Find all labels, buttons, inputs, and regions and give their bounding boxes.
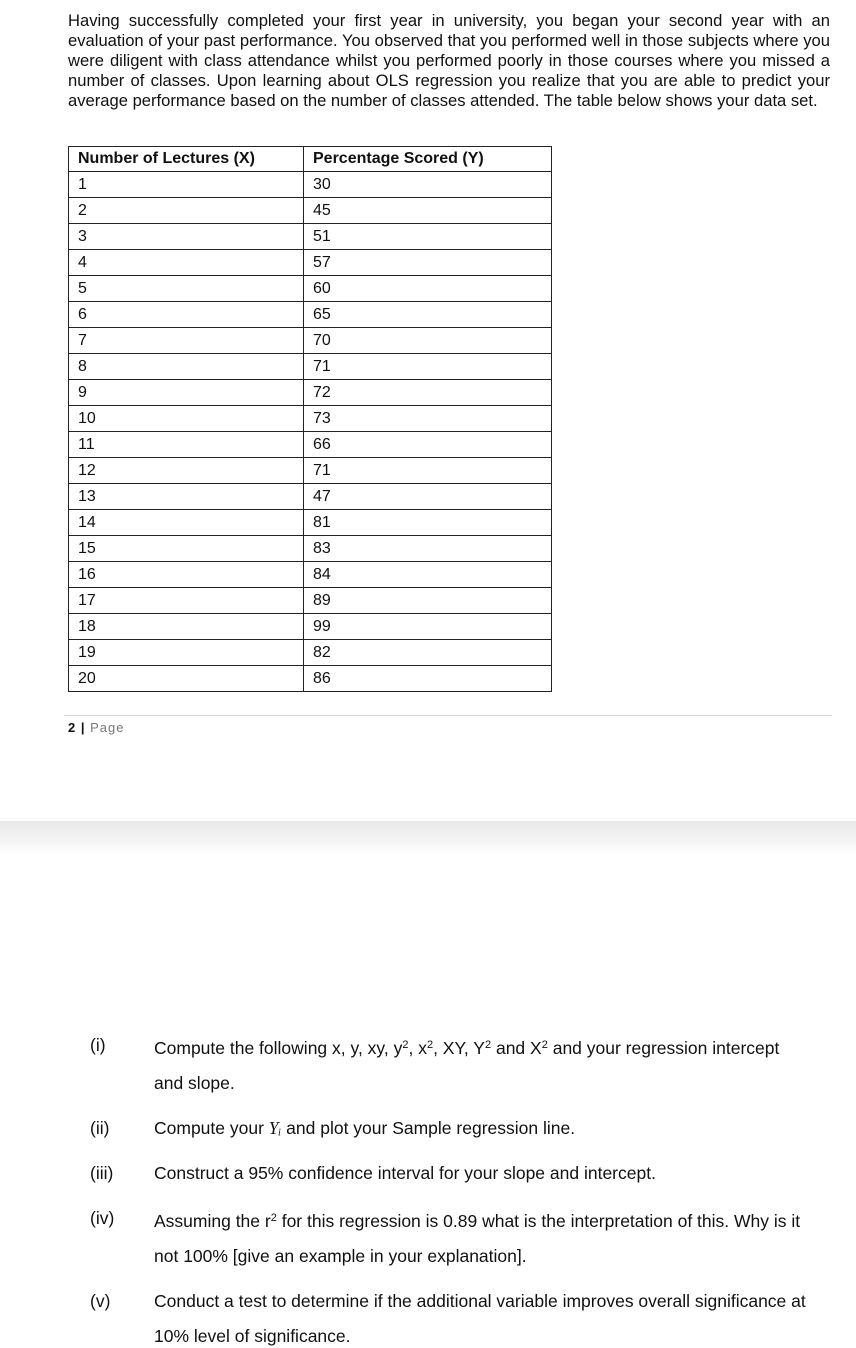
page-label: Page: [90, 720, 125, 735]
cell-lectures: 8: [69, 354, 304, 380]
question-text: Compute your Yᵢ and plot your Sample regression line.: [154, 1118, 576, 1138]
column-header-x: Number of Lectures (X): [69, 147, 304, 172]
table-row: [69, 250, 552, 276]
question-item: [90, 1284, 810, 1348]
table-row: [69, 224, 552, 250]
cell-percentage: 81: [304, 510, 552, 536]
cell-percentage: 57: [304, 250, 552, 276]
table-row: [69, 562, 552, 588]
cell-lectures: 7: [69, 328, 304, 354]
table-row: [69, 354, 552, 380]
table-row: [69, 458, 552, 484]
column-header-y: Percentage Scored (Y): [304, 147, 552, 172]
question-number: (ii): [90, 1118, 110, 1138]
yi-symbol: Yᵢ: [268, 1118, 282, 1138]
table-header-row: [69, 147, 552, 172]
cell-percentage: 83: [304, 536, 552, 562]
cell-lectures: 1: [69, 172, 304, 198]
cell-percentage: 66: [304, 432, 552, 458]
question-item: [90, 1028, 810, 1101]
table-row: [69, 666, 552, 692]
intro-paragraph: Having successfully completed your first year in university, you began your second year with an evaluation of your past performance. You observed that you performed well in those subjects where you were diligent with class attendance whilst you performed poorly in those courses where you missed a number of classes. Upon learning about OLS regression you realize that you are able to predict your average performance based on the number of classes attended. The table below shows your data set.: [68, 11, 830, 110]
question-item: [90, 1111, 810, 1146]
table-row: [69, 380, 552, 406]
cell-lectures: 14: [69, 510, 304, 536]
cell-percentage: 65: [304, 302, 552, 328]
page-break-gap: [0, 821, 856, 855]
question-number: (iv): [90, 1208, 115, 1228]
cell-lectures: 2: [69, 198, 304, 224]
cell-percentage: 60: [304, 276, 552, 302]
page-number: 2: [68, 720, 77, 735]
page-footer: [68, 720, 125, 735]
question-text: Assuming the $r^2$ for this regression is 0.89 what is the interpretation of this. Why is it not 100% [give an example in your explanation].: [154, 1211, 801, 1266]
cell-lectures: 4: [69, 250, 304, 276]
table-row: [69, 484, 552, 510]
cell-percentage: 70: [304, 328, 552, 354]
cell-lectures: 18: [69, 614, 304, 640]
table-row: [69, 510, 552, 536]
cell-percentage: 89: [304, 588, 552, 614]
cell-lectures: 6: [69, 302, 304, 328]
cell-percentage: 47: [304, 484, 552, 510]
cell-percentage: 82: [304, 640, 552, 666]
table-row: [69, 276, 552, 302]
page-separator: |: [80, 720, 86, 735]
cell-percentage: 73: [304, 406, 552, 432]
table-row: [69, 328, 552, 354]
cell-lectures: 17: [69, 588, 304, 614]
cell-lectures: 9: [69, 380, 304, 406]
cell-lectures: 13: [69, 484, 304, 510]
table-row: [69, 198, 552, 224]
cell-percentage: 71: [304, 354, 552, 380]
table-row: [69, 406, 552, 432]
cell-percentage: 45: [304, 198, 552, 224]
cell-percentage: 84: [304, 562, 552, 588]
cell-lectures: 5: [69, 276, 304, 302]
cell-lectures: 12: [69, 458, 304, 484]
question-item: [90, 1156, 810, 1191]
question-number: (i): [90, 1035, 106, 1055]
page-divider: [64, 715, 832, 716]
question-number: (iii): [90, 1163, 114, 1183]
question-list: [90, 1028, 810, 1348]
question-text: Construct a 95% confidence interval for your slope and intercept.: [154, 1163, 656, 1183]
cell-percentage: 72: [304, 380, 552, 406]
question-text: Conduct a test to determine if the additional variable improves overall significance at 10% level of significance.: [154, 1291, 806, 1346]
cell-percentage: 30: [304, 172, 552, 198]
table-body: [69, 172, 552, 692]
cell-lectures: 19: [69, 640, 304, 666]
table-row: [69, 536, 552, 562]
cell-percentage: 71: [304, 458, 552, 484]
cell-percentage: 99: [304, 614, 552, 640]
table-row: [69, 302, 552, 328]
table-row: [69, 614, 552, 640]
data-table: [68, 146, 552, 692]
cell-lectures: 16: [69, 562, 304, 588]
question-number: (v): [90, 1291, 111, 1311]
table-row: [69, 432, 552, 458]
cell-lectures: 15: [69, 536, 304, 562]
question-text: Compute the following x, y, xy, $y^2$, $x^2$, XY, $Y^2$ and $X^2$ and your regression intercept and slope.: [154, 1038, 780, 1093]
cell-percentage: 86: [304, 666, 552, 692]
cell-lectures: 3: [69, 224, 304, 250]
table-row: [69, 172, 552, 198]
table-row: [69, 588, 552, 614]
question-item: [90, 1201, 810, 1274]
table-row: [69, 640, 552, 666]
cell-lectures: 20: [69, 666, 304, 692]
cell-lectures: 11: [69, 432, 304, 458]
cell-lectures: 10: [69, 406, 304, 432]
cell-percentage: 51: [304, 224, 552, 250]
